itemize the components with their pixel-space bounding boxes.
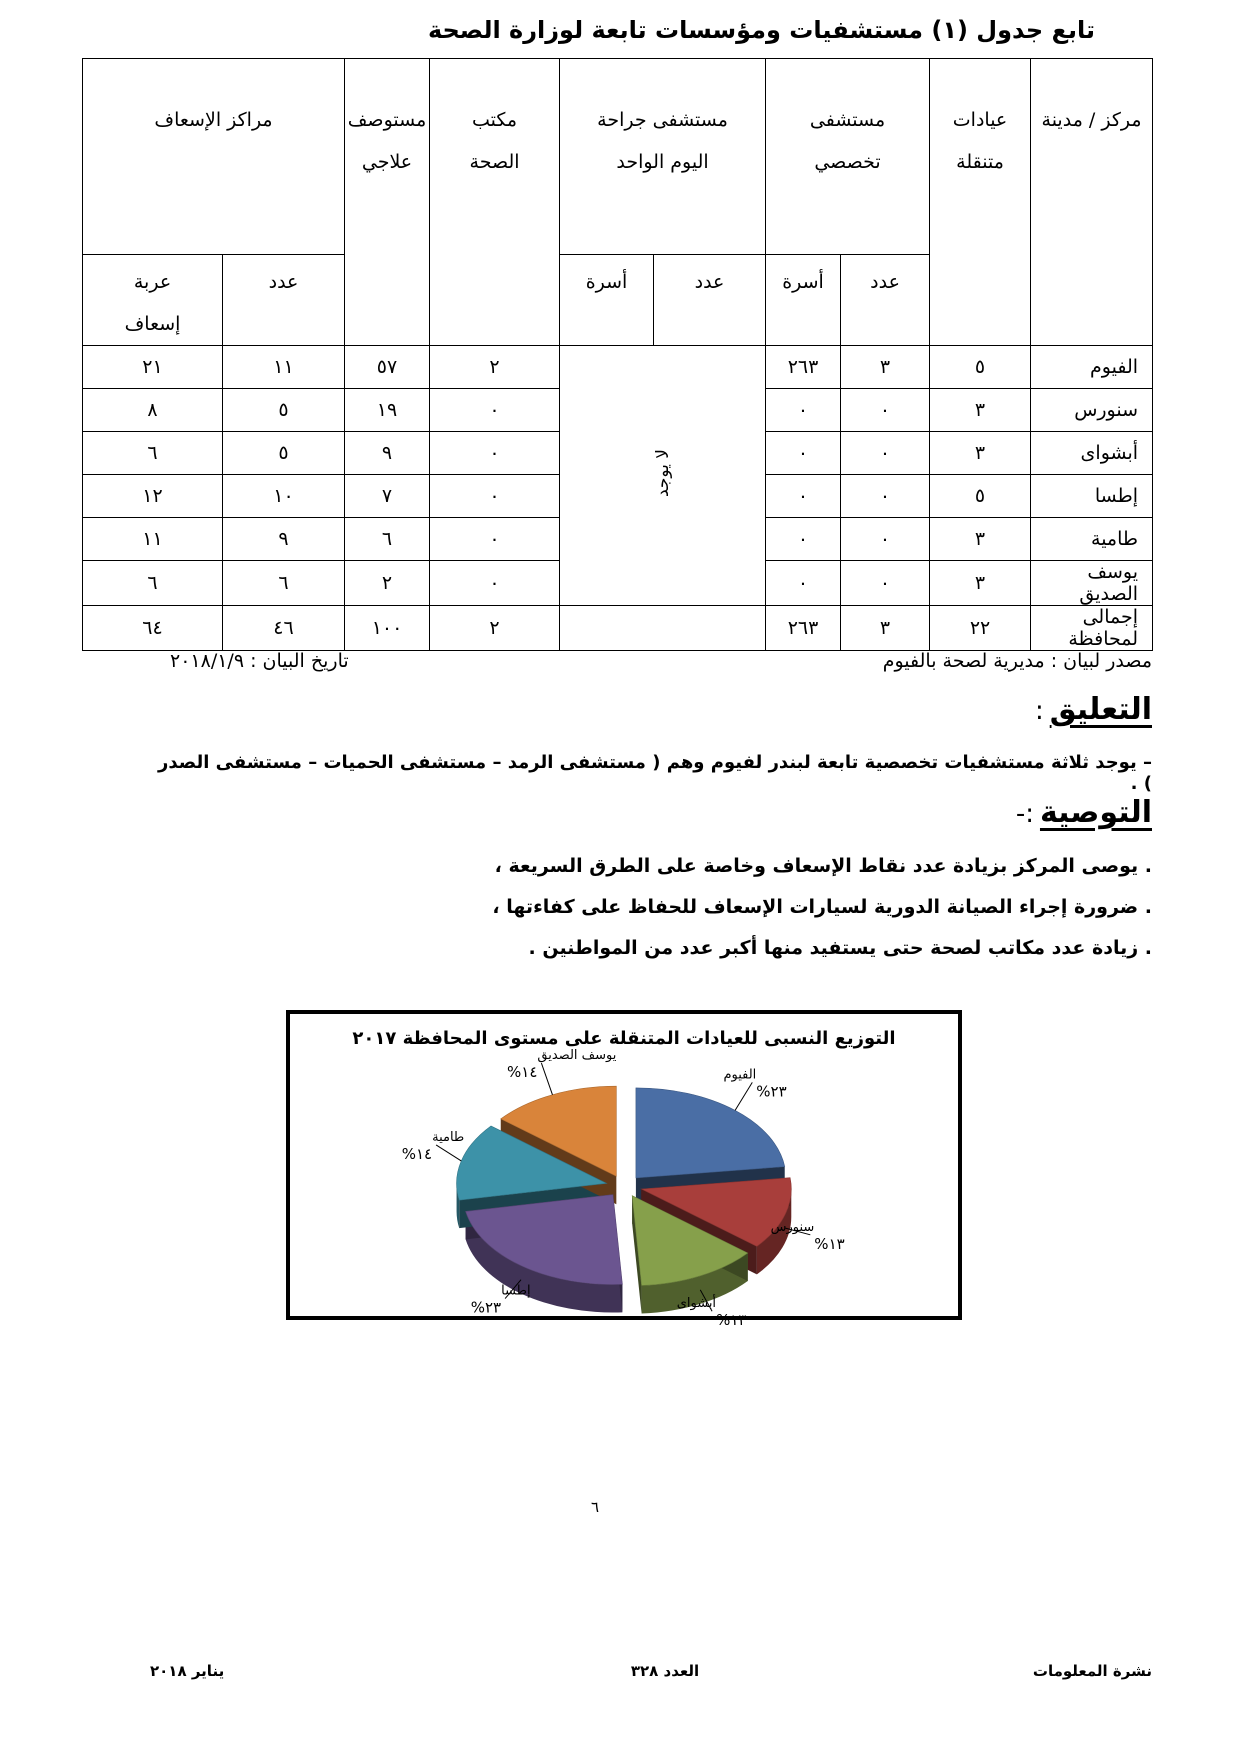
cell-amb-count: ١١ <box>223 346 345 389</box>
page-title: تابع جدول (١) مستشفيات ومؤسسات تابعة لوزارة الصحة <box>427 16 1095 44</box>
comment-heading: التعليق: <box>1034 692 1152 727</box>
cell-office: ٢ <box>430 346 560 389</box>
header-city: مركز / مدينة <box>1031 59 1153 346</box>
recommendation-item: . يوصى المركز بزيادة عدد نقاط الإسعاف وخاصة على الطرق السريعة ، <box>494 855 1152 877</box>
cell-spec-beds: ٢٦٣ <box>766 606 841 651</box>
leader-line <box>735 1082 752 1110</box>
cell-spec-count: ٣ <box>841 346 930 389</box>
cell-city: إطسا <box>1031 475 1153 518</box>
cell-office: ٠ <box>430 561 560 606</box>
slice-label: أبشواى <box>676 1296 717 1312</box>
data-date: تاريخ البيان : ٢٠١٨/١/٩ <box>170 650 349 672</box>
cell-amb-cars: ٢١ <box>83 346 223 389</box>
cell-spec-count: ٠ <box>841 432 930 475</box>
recommendation-item: . ضرورة إجراء الصيانة الدورية لسيارات الإسعاف للحفاظ على كفاءتها ، <box>492 896 1152 918</box>
cell-spec-count: ٣ <box>841 606 930 651</box>
cell-office: ٠ <box>430 518 560 561</box>
subheader-spec-count: عدد <box>841 255 930 346</box>
cell-amb-cars: ١٢ <box>83 475 223 518</box>
cell-amb-cars: ٦٤ <box>83 606 223 651</box>
data-source: مصدر لبيان : مديرية لصحة بالفيوم <box>882 650 1152 672</box>
cell-dispensary: ٩ <box>345 432 430 475</box>
cell-spec-beds: ٠ <box>766 475 841 518</box>
footer-issue: العدد ٣٢٨ <box>630 1662 700 1680</box>
cell-spec-count: ٠ <box>841 475 930 518</box>
footer-publication: نشرة المعلومات <box>1032 1662 1152 1680</box>
cell-mobile: ٢٢ <box>930 606 1031 651</box>
chart-title: التوزيع النسبى للعيادات المتنقلة على مستوى المحافظة ٢٠١٧ <box>352 1028 896 1049</box>
header-ambulance-centers: مراكز الإسعاف <box>83 59 345 255</box>
cell-office: ٠ <box>430 389 560 432</box>
recommendation-heading: التوصية:- <box>1015 795 1152 830</box>
slice-percent: %١٣ <box>716 1311 747 1330</box>
cell-amb-count: ١٠ <box>223 475 345 518</box>
subheader-dayop-count: عدد <box>654 255 766 346</box>
cell-city: إجمالى لمحافظة <box>1031 606 1153 651</box>
cell-mobile: ٣ <box>930 518 1031 561</box>
cell-mobile: ٥ <box>930 475 1031 518</box>
cell-dispensary: ١٠٠ <box>345 606 430 651</box>
comment-text: – يوجد ثلاثة مستشفيات تخصصية تابعة لبندر لفيوم وهم ( مستشفى الرمد – مستشفى الحميات – مستشفى الصدر ) . <box>157 752 1152 794</box>
subheader-amb-count: عدد <box>223 255 345 346</box>
slice-percent: %١٣ <box>814 1234 845 1253</box>
cell-amb-cars: ٦ <box>83 432 223 475</box>
slice-percent: %٢٣ <box>470 1298 502 1317</box>
cell-spec-beds: ٢٦٣ <box>766 346 841 389</box>
cell-amb-cars: ١١ <box>83 518 223 561</box>
cell-spec-beds: ٠ <box>766 432 841 475</box>
slice-percent: %١٤ <box>507 1063 538 1082</box>
cell-city: طامية <box>1031 518 1153 561</box>
table-row-total <box>83 606 1153 651</box>
cell-spec-beds: ٠ <box>766 561 841 606</box>
header-specialized-hospital: مستشفى تخصصي <box>766 59 930 255</box>
cell-city: سنورس <box>1031 389 1153 432</box>
cell-spec-count: ٠ <box>841 389 930 432</box>
slice-percent: %١٤ <box>401 1144 433 1163</box>
table-row <box>83 346 1153 389</box>
leader-line <box>541 1063 552 1095</box>
cell-day-surgery-no-data: لا يوجد <box>560 346 766 606</box>
cell-city: أبشواى <box>1031 432 1153 475</box>
cell-spec-beds: ٠ <box>766 389 841 432</box>
subheader-dayop-beds: أسرة <box>560 255 654 346</box>
cell-amb-count: ٦ <box>223 561 345 606</box>
slice-label: سنورس <box>770 1219 815 1235</box>
cell-dispensary: ٦ <box>345 518 430 561</box>
header-mobile-clinics: عيادات متنقلة <box>930 59 1031 346</box>
header-health-office: مكتب الصحة <box>430 59 560 346</box>
cell-dispensary: ١٩ <box>345 389 430 432</box>
slice-percent: %٢٣ <box>756 1082 787 1101</box>
slice-label: طامية <box>432 1129 465 1145</box>
cell-spec-beds: ٠ <box>766 518 841 561</box>
cell-amb-count: ٥ <box>223 432 345 475</box>
leader-line <box>436 1145 461 1161</box>
pie-chart-svg <box>290 1014 958 1330</box>
header-day-surgery-hospital: مستشفى جراحة اليوم الواحد <box>560 59 766 255</box>
cell-mobile: ٣ <box>930 389 1031 432</box>
cell-day-surgery-total <box>560 606 766 651</box>
slice-label: الفيوم <box>723 1067 757 1083</box>
cell-spec-count: ٠ <box>841 561 930 606</box>
cell-mobile: ٥ <box>930 346 1031 389</box>
cell-amb-count: ٩ <box>223 518 345 561</box>
cell-mobile: ٣ <box>930 432 1031 475</box>
slice-label: يوسف الصديق <box>537 1048 617 1064</box>
cell-office: ٠ <box>430 432 560 475</box>
hospitals-table <box>82 58 1153 651</box>
recommendation-item: . زيادة عدد مكاتب لصحة حتى يستفيد منها أكبر عدد من المواطنين . <box>528 937 1152 959</box>
cell-dispensary: ٥٧ <box>345 346 430 389</box>
cell-mobile: ٣ <box>930 561 1031 606</box>
cell-office: ٢ <box>430 606 560 651</box>
slice-label: إطسا <box>501 1283 531 1299</box>
pie-chart <box>286 1010 962 1330</box>
pie-slice <box>636 1088 785 1178</box>
subheader-spec-beds: أسرة <box>766 255 841 346</box>
subheader-amb-cars: عربة إسعاف <box>83 255 223 346</box>
cell-dispensary: ٢ <box>345 561 430 606</box>
page-number: ٦ <box>590 1498 600 1516</box>
footer-date: يناير ٢٠١٨ <box>150 1662 225 1680</box>
cell-city: يوسف الصديق <box>1031 561 1153 606</box>
cell-city: الفيوم <box>1031 346 1153 389</box>
header-dispensary: مستوصف علاجي <box>345 59 430 346</box>
cell-amb-count: ٤٦ <box>223 606 345 651</box>
cell-dispensary: ٧ <box>345 475 430 518</box>
cell-amb-count: ٥ <box>223 389 345 432</box>
cell-amb-cars: ٨ <box>83 389 223 432</box>
cell-spec-count: ٠ <box>841 518 930 561</box>
cell-office: ٠ <box>430 475 560 518</box>
cell-amb-cars: ٦ <box>83 561 223 606</box>
